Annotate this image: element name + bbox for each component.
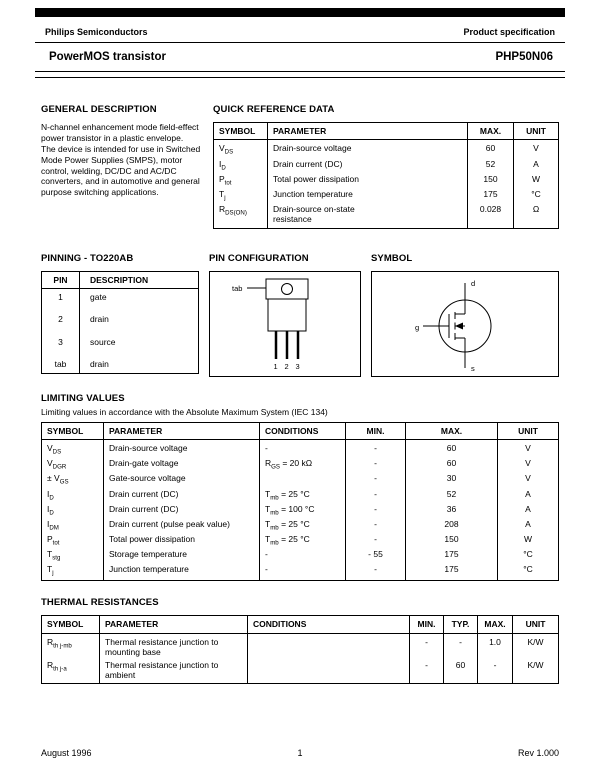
table-row [42, 548, 559, 563]
drain-label: d [471, 278, 476, 288]
table-cell: ± $V_{GS}$ [47, 473, 69, 487]
table-cell: $V_{DGR}$ [47, 458, 67, 471]
table-cell: 1.0 [478, 633, 513, 658]
table-cell: Drain current (DC) [104, 503, 260, 518]
thermal-resistances-section [41, 597, 559, 684]
table-cell: $R_{GS} = 20$ kΩ [260, 457, 346, 472]
general-description-text-1: N-channel enhancement mode field-effect power transistor in a plastic envelope. [41, 122, 199, 143]
column-header: CONDITIONS [248, 616, 410, 633]
table-row [42, 488, 559, 503]
table-cell: 0.028 [468, 203, 514, 228]
table-row [42, 308, 199, 330]
table-cell: A [498, 518, 559, 533]
table-cell: A [514, 158, 559, 173]
table-row [42, 289, 199, 309]
column-header: UNIT [498, 422, 559, 439]
table-cell: - [346, 533, 406, 548]
column-header: MAX. [478, 616, 513, 633]
table-cell: Thermal resistance junction to ambient [100, 659, 248, 684]
thermal-resistances-table [41, 615, 559, 684]
table-cell: V [498, 440, 559, 458]
table-row [214, 203, 559, 228]
table-cell: W [514, 173, 559, 188]
general-description-text-2: The device is intended for use in Switched Mode Power Supplies (SMPS), motor control, welding, DC/DC and AC/DC converters, and in automotive and general purpose switching applications. [41, 143, 201, 198]
limiting-values-table [41, 422, 559, 582]
table-cell: - [410, 633, 444, 658]
table-cell: $P_{tot}$ [219, 173, 232, 187]
title-row [49, 51, 553, 63]
table-cell: - [346, 563, 406, 581]
table-cell: 1 [58, 292, 63, 303]
pinning-table [41, 271, 199, 374]
limiting-values-section [41, 393, 559, 582]
table-row [214, 173, 559, 188]
table-cell: A [498, 488, 559, 503]
to220-package-icon [210, 274, 360, 374]
column-header: SYMBOL [42, 422, 104, 439]
table-cell [248, 633, 410, 658]
table-cell: Junction temperature [268, 188, 468, 203]
general-description-heading: GENERAL DESCRIPTION [41, 104, 157, 115]
table-row [214, 140, 559, 158]
table-cell: $I_D$ [47, 503, 54, 517]
table-cell: $T_{mb} = 100$ °C [260, 503, 346, 518]
title-double-rule [35, 71, 565, 78]
column-header: MIN. [346, 422, 406, 439]
symbol-section [371, 253, 559, 377]
table-cell: $T_{mb} = 25$ °C [260, 488, 346, 503]
table-cell: Total power dissipation [268, 173, 468, 188]
table-cell: $R_{DS(ON)}$ [219, 203, 247, 217]
pin-2-label: 2 [284, 361, 289, 371]
table-cell: Drain current (pulse peak value) [104, 518, 260, 533]
table-cell: 3 [58, 336, 63, 347]
table-cell: V [514, 140, 559, 158]
table-cell: source [80, 331, 199, 353]
table-cell: - [410, 659, 444, 684]
quick-reference-section [213, 104, 559, 229]
footer-date: August 1996 [41, 748, 92, 758]
pinning-section [41, 253, 199, 377]
table-row [42, 518, 559, 533]
table-row [214, 158, 559, 173]
spec-type: Product specification [463, 27, 555, 37]
limiting-values-heading: LIMITING VALUES [41, 392, 125, 404]
table-cell [248, 659, 410, 684]
source-label: s [471, 363, 475, 373]
table-cell: - [346, 457, 406, 472]
table-cell: - [346, 518, 406, 533]
page-footer [41, 748, 559, 758]
table-cell: 175 [468, 188, 514, 203]
table-cell: Thermal resistance junction to mounting base [100, 633, 248, 658]
table-cell: - 55 [346, 548, 406, 563]
table-cell: - [346, 503, 406, 518]
column-header: TYP. [444, 616, 478, 633]
column-header: PARAMETER [100, 616, 248, 633]
table-cell: $V_{DS}$ [219, 143, 234, 157]
table-cell: $R_{th j-mb}$ [47, 636, 72, 650]
thermal-resistances-heading: THERMAL RESISTANCES [41, 597, 159, 609]
table-row [42, 472, 559, 487]
table-header-row [214, 123, 559, 140]
table-cell: Drain-source voltage [104, 440, 260, 458]
table-cell: K/W [513, 659, 559, 684]
table-row [42, 659, 559, 684]
mosfet-symbol-icon [405, 273, 525, 375]
table-cell: Total power dissipation [104, 533, 260, 548]
table-cell: - [346, 488, 406, 503]
table-cell: W [498, 533, 559, 548]
table-cell: $T_{stg}$ [47, 549, 61, 562]
top-black-bar [35, 8, 565, 17]
table-cell: Drain-source voltage [268, 140, 468, 158]
table-cell: 60 [468, 140, 514, 158]
table-cell: Drain current (DC) [268, 158, 468, 173]
table-cell: - [260, 548, 346, 563]
column-header: MIN. [410, 616, 444, 633]
column-header: SYMBOL [214, 123, 268, 140]
table-cell: 150 [406, 533, 498, 548]
table-header-row [42, 271, 199, 288]
table-cell: K/W [513, 633, 559, 658]
table-cell: °C [514, 188, 559, 203]
table-cell: Ω [514, 203, 559, 228]
table-row [42, 440, 559, 458]
pinning-heading: PINNING - TO220AB [41, 252, 134, 264]
column-header: UNIT [514, 123, 559, 140]
table-cell: 60 [406, 440, 498, 458]
table-header-row [42, 616, 559, 633]
vendor-name: Philips Semiconductors [45, 27, 148, 37]
column-header: PIN [42, 271, 80, 288]
table-cell: A [498, 503, 559, 518]
top-section [41, 104, 559, 229]
pin-3-label: 3 [295, 361, 300, 371]
middle-section [41, 253, 559, 377]
table-row [42, 563, 559, 581]
column-header: MAX. [406, 422, 498, 439]
table-cell: $T_{mb} = 25$ °C [260, 518, 346, 533]
column-header: DESCRIPTION [80, 271, 199, 288]
table-cell: tab [54, 359, 67, 370]
table-cell: 52 [468, 158, 514, 173]
table-cell: V [498, 472, 559, 487]
quick-reference-table [213, 122, 559, 229]
table-row [214, 188, 559, 203]
table-cell: - [444, 633, 478, 658]
pin-configuration-heading: PIN CONFIGURATION [209, 252, 309, 264]
footer-revision: Rev 1.000 [517, 748, 559, 758]
table-cell: Junction temperature [104, 563, 260, 581]
table-cell: Drain current (DC) [104, 488, 260, 503]
table-cell: $R_{th j-a}$ [47, 659, 67, 673]
table-cell: 36 [406, 503, 498, 518]
table-cell: - [260, 440, 346, 458]
pin-1-label: 1 [273, 361, 278, 371]
part-number: PHP50N06 [495, 51, 553, 63]
table-cell: $P_{tot}$ [47, 534, 60, 547]
table-cell: $T_j$ [47, 564, 54, 577]
table-cell [260, 472, 346, 487]
limiting-values-subtitle: Limiting values in accordance with the Absolute Maximum System (IEC 134) [41, 406, 328, 417]
device-family-title: PowerMOS transistor [49, 51, 166, 63]
column-header: PARAMETER [268, 123, 468, 140]
table-cell: $I_D$ [47, 488, 54, 502]
tab-label: tab [232, 283, 243, 293]
table-cell: Gate-source voltage [104, 472, 260, 487]
table-cell: Drain-gate voltage [104, 457, 260, 472]
table-cell: drain [80, 308, 199, 330]
gate-label: g [415, 322, 420, 332]
table-cell: 60 [444, 659, 478, 684]
pin-configuration-section [209, 253, 361, 377]
table-cell: 2 [58, 314, 63, 325]
table-row [42, 503, 559, 518]
table-cell: 150 [468, 173, 514, 188]
table-cell: 30 [406, 472, 498, 487]
table-cell: $I_{DM}$ [47, 518, 59, 532]
table-cell: drain [80, 353, 199, 373]
table-cell: °C [498, 548, 559, 563]
footer-page-number: 1 [297, 748, 303, 758]
table-cell: gate [80, 289, 199, 309]
symbol-heading: SYMBOL [371, 252, 413, 264]
table-row [42, 331, 199, 353]
table-row [42, 633, 559, 658]
quick-reference-heading: QUICK REFERENCE DATA [213, 104, 335, 115]
page-content [41, 104, 559, 684]
table-cell: $I_D$ [219, 158, 226, 172]
column-header: MAX. [468, 123, 514, 140]
column-header: PARAMETER [104, 422, 260, 439]
general-description-section [41, 104, 201, 229]
table-cell: - [346, 472, 406, 487]
table-cell: $T_j$ [219, 188, 226, 202]
document-header [45, 27, 555, 37]
table-cell: Drain-source on-state resistance [268, 203, 468, 228]
column-header: CONDITIONS [260, 422, 346, 439]
table-cell: 52 [406, 488, 498, 503]
table-cell: Storage temperature [104, 548, 260, 563]
table-cell: °C [498, 563, 559, 581]
pin-configuration-figure [209, 271, 361, 377]
table-row [42, 457, 559, 472]
table-cell: - [260, 563, 346, 581]
table-cell: V [498, 457, 559, 472]
table-cell: - [478, 659, 513, 684]
table-row [42, 353, 199, 373]
header-rule [35, 42, 565, 43]
column-header: SYMBOL [42, 616, 100, 633]
table-cell: 175 [406, 548, 498, 563]
column-header: UNIT [513, 616, 559, 633]
table-cell: 208 [406, 518, 498, 533]
table-cell: 175 [406, 563, 498, 581]
table-cell: 60 [406, 457, 498, 472]
table-cell: $T_{mb} = 25$ °C [260, 533, 346, 548]
table-row [42, 533, 559, 548]
table-cell: $V_{DS}$ [47, 443, 62, 456]
table-cell: - [346, 440, 406, 458]
table-header-row [42, 422, 559, 439]
symbol-figure [371, 271, 559, 377]
